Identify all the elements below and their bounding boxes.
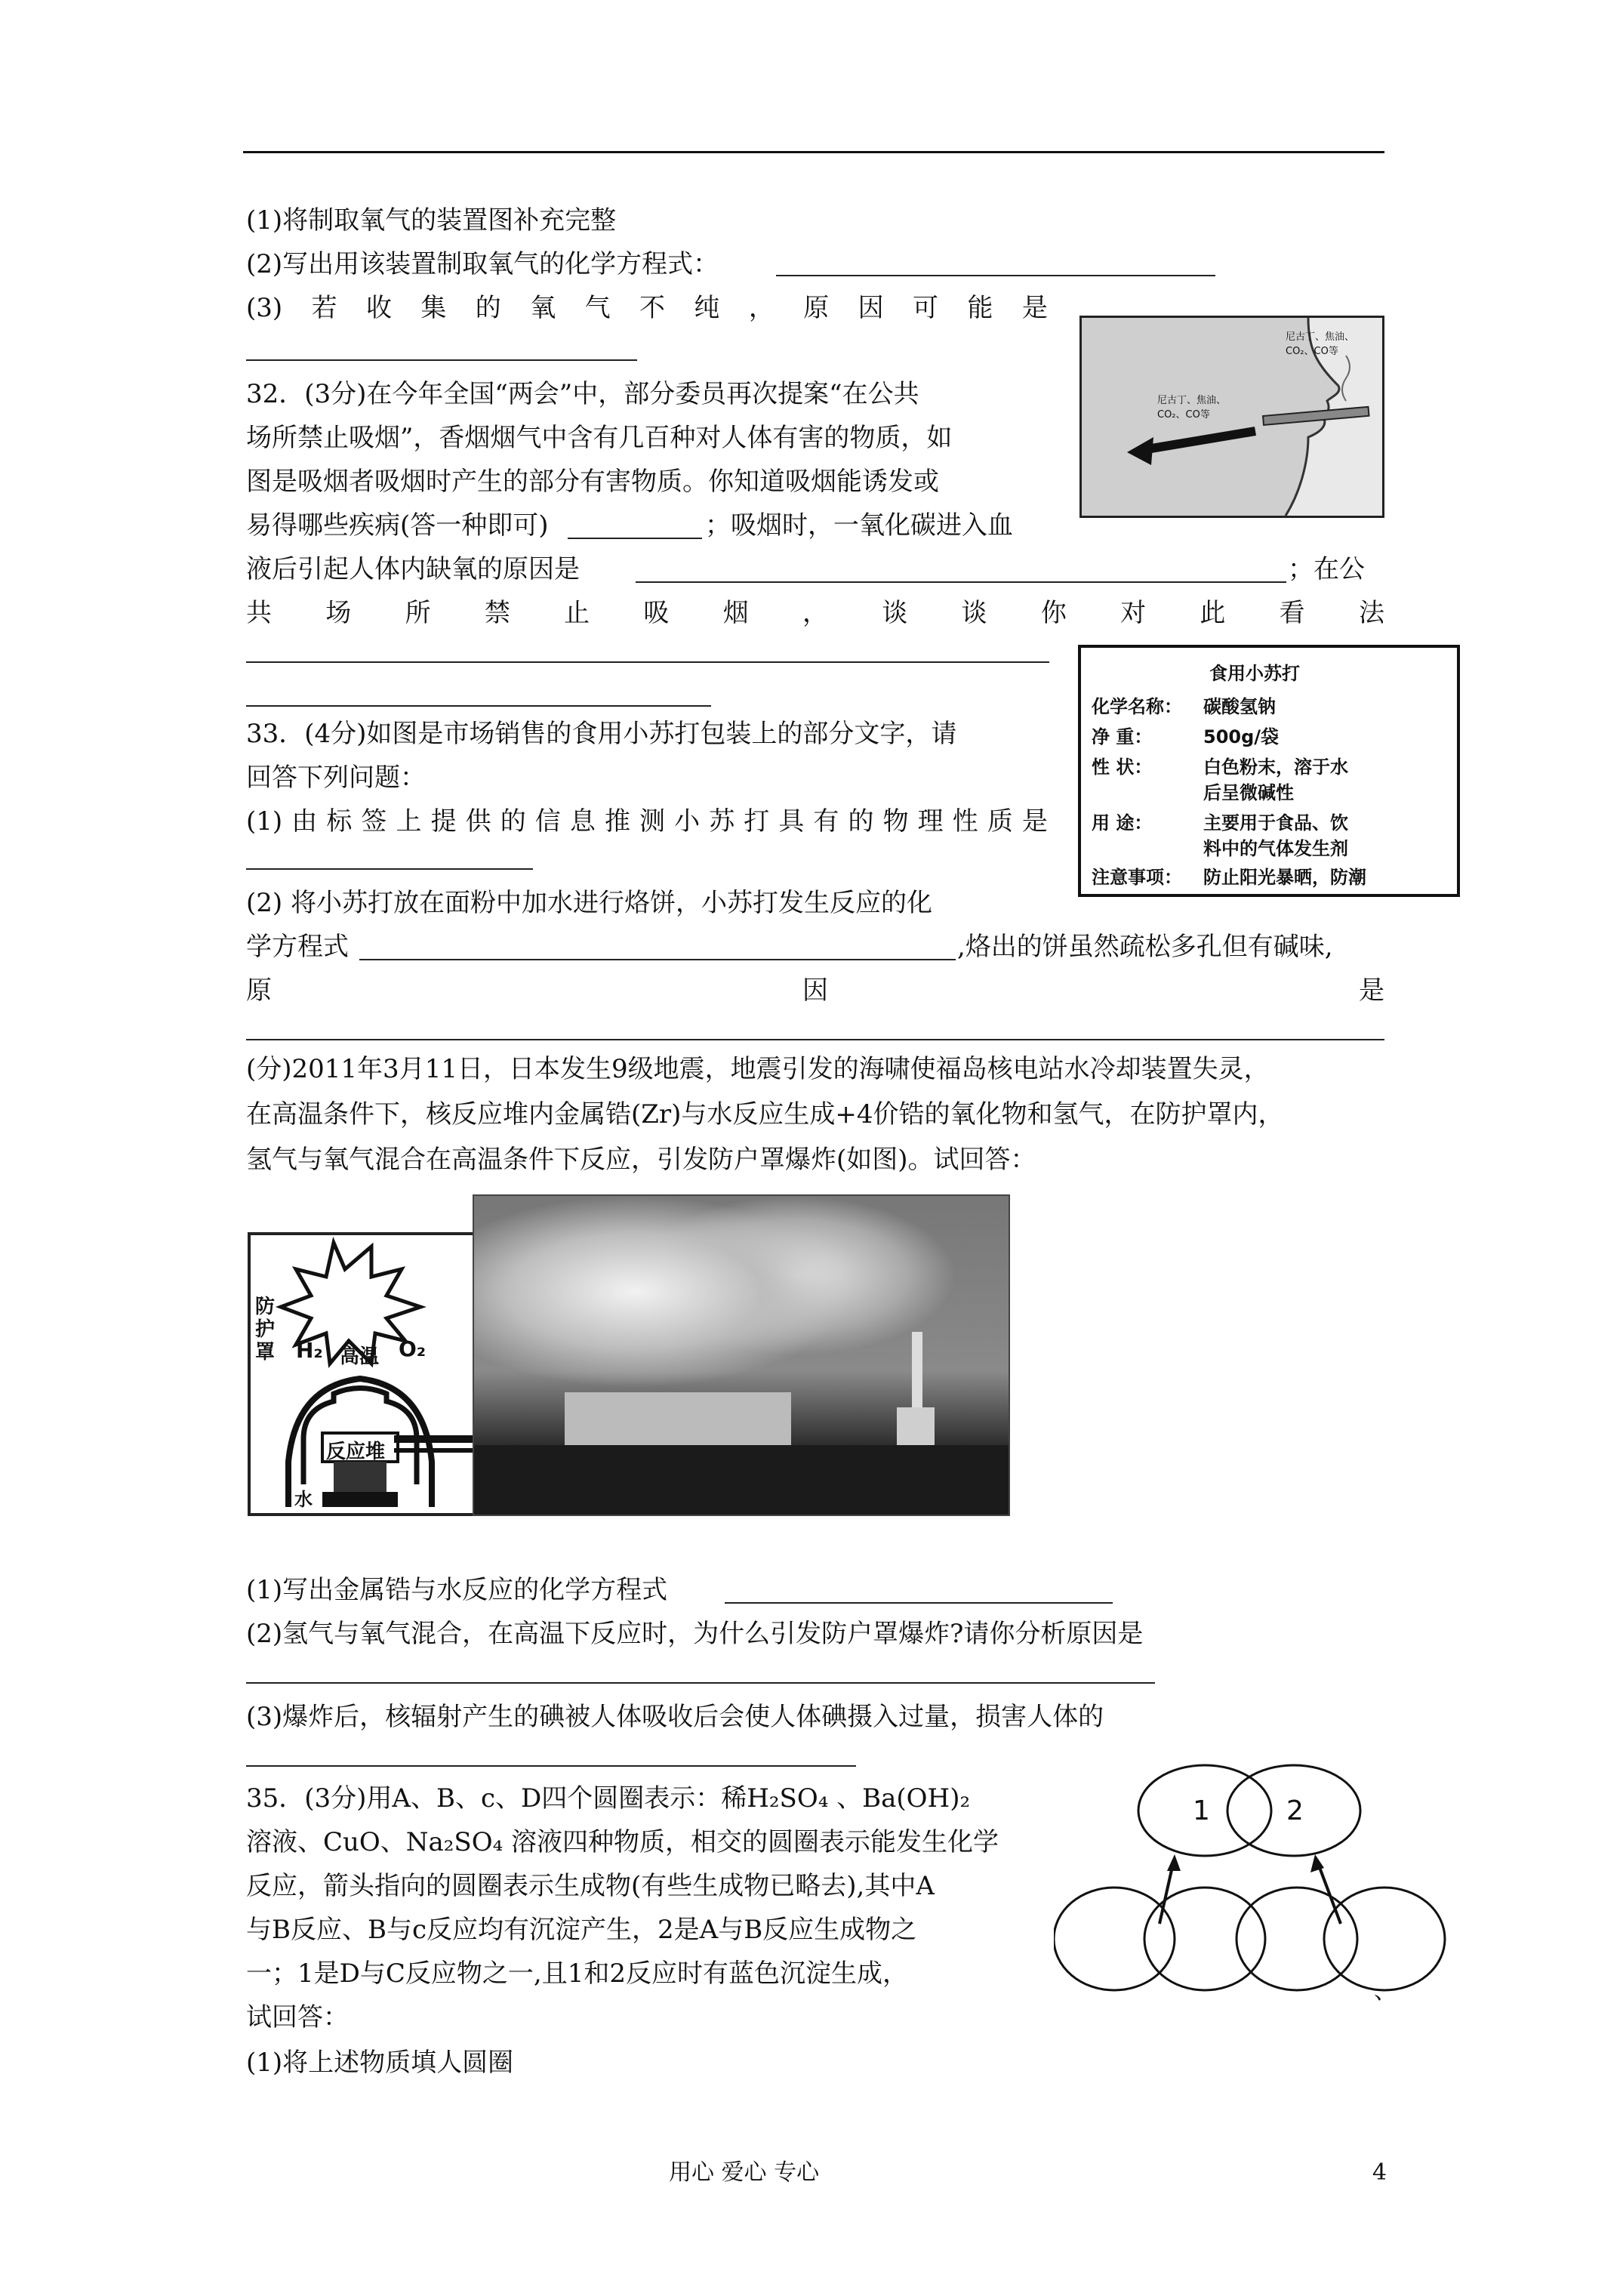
water-label: 水 [294, 1489, 313, 1510]
q35-line5: 一；1是D与C反应物之一,且1和2反应时有蓝色沉淀生成， [246, 1959, 908, 1989]
label-value: 后呈微碱性 [1203, 782, 1294, 803]
answer-blank[interactable] [568, 538, 702, 539]
spaced-char: 性 [952, 806, 978, 837]
spaced-char: 的 [500, 806, 526, 837]
arrow-to-2 [1318, 1863, 1341, 1924]
q32-line2: 场所禁止吸烟”，香烟烟气中含有几百种对人体有害的物质，如 [246, 423, 953, 453]
spaced-char: ， [802, 598, 828, 628]
q33-line3 [246, 805, 1048, 838]
answer-blank[interactable] [246, 868, 533, 870]
spaced-char: 上 [396, 806, 422, 837]
footer-motto: 用心 爱心 专心 [669, 2159, 820, 2186]
answer-blank[interactable] [359, 959, 956, 960]
spaced-char: 有 [813, 806, 839, 837]
spaced-char: 测 [639, 806, 666, 837]
q32-line3: 图是吸烟者吸烟时产生的部分有害物质。你知道吸烟能诱发或 [246, 467, 939, 497]
answer-blank[interactable] [636, 581, 1286, 583]
label-value: 主要用于食品、饮 [1203, 812, 1348, 834]
spaced-char: 不 [639, 293, 666, 323]
spaced-char: 的 [848, 806, 874, 837]
q32-line1: 32．(3分)在今年全国“两会”中，部分委员再次提案“在公共 [246, 379, 919, 409]
spaced-char: 的 [475, 293, 501, 323]
spaced-char: 是 [1021, 293, 1048, 323]
spaced-char: 谈 [961, 598, 987, 628]
arrow-to-1 [1160, 1863, 1173, 1924]
circle-1-label: 1 [1193, 1795, 1210, 1826]
q33-line5b: ,烙出的饼虽然疏松多孔但有碱味, [957, 932, 1333, 962]
spaced-char: 你 [1040, 598, 1067, 628]
spaced-char: 若 [311, 293, 337, 323]
spaced-char: 吸 [643, 598, 670, 628]
plant-silhouette [474, 1196, 1009, 1515]
spaced-char: (3) [246, 293, 283, 323]
label-value: 白色粉末，溶于水 [1203, 757, 1348, 778]
page-number: 4 [1372, 2159, 1387, 2186]
spaced-char: 看 [1279, 598, 1305, 628]
q32-line6 [246, 596, 1384, 630]
q33-line2: 回答下列问题： [246, 763, 426, 793]
answer-blank[interactable] [246, 1765, 856, 1767]
spaced-char: 是 [1359, 975, 1384, 1006]
circle-b[interactable] [1144, 1888, 1265, 1990]
spaced-char: 因 [802, 975, 828, 1006]
label-value: 碳酸氢钠 [1203, 696, 1276, 717]
spaced-char: 所 [405, 598, 431, 628]
answer-blank[interactable] [246, 1682, 1155, 1684]
answer-blank[interactable] [776, 275, 1215, 276]
spaced-char: 签 [361, 806, 387, 837]
q32-line5a: 液后引起人体内缺氧的原因是 [246, 554, 580, 584]
spaced-char: 物 [882, 806, 909, 837]
spaced-char: 对 [1120, 598, 1147, 628]
spaced-char: 是 [1021, 806, 1048, 837]
answer-blank[interactable] [246, 661, 1049, 663]
q34-line1: (分)2011年3月11日，日本发生9级地震，地震引发的海啸使福岛核电站水冷却装置失灵， [246, 1054, 1270, 1084]
shield-label: 防护罩 [255, 1296, 276, 1364]
q35-line4: 与B反应、B与c反应均有沉淀产生，2是A与B反应生成物之 [246, 1915, 917, 1945]
spaced-char: 氧 [530, 293, 556, 323]
q32-line4a: 易得哪些疾病(答一种即可) [246, 510, 549, 541]
q35-line2: 溶液、CuO、Na₂SO₄ 溶液四种物质，相交的圆圈表示能发生化学 [246, 1827, 999, 1857]
spaced-char: ， [748, 293, 775, 323]
spaced-char: 禁 [484, 598, 510, 628]
spaced-char: 具 [778, 806, 805, 837]
q31-part3 [246, 291, 1048, 325]
answer-blank[interactable] [246, 705, 711, 707]
q32-line4b: ；吸烟时，一氧化碳进入血 [705, 510, 1013, 541]
arrow-head [1310, 1854, 1324, 1872]
spaced-char: 由 [291, 806, 318, 837]
q32-line5b: ；在公 [1288, 554, 1365, 584]
label-key: 性 状： [1092, 757, 1153, 778]
q31-part1: (1)将制取氧气的装置图补充完整 [246, 205, 617, 236]
spaced-char: 共 [246, 598, 272, 628]
arrow-head [1167, 1854, 1181, 1871]
q31-part2: (2)写出用该装置制取氧气的化学方程式： [246, 249, 719, 279]
q33-line1: 33．(4分)如图是市场销售的食用小苏打包装上的部分文字，请 [246, 719, 957, 749]
q34-sub1: (1)写出金属锆与水反应的化学方程式 [246, 1575, 668, 1605]
o2-label: O₂ [399, 1336, 427, 1361]
spaced-char: 打 [744, 806, 770, 837]
spaced-char: 场 [325, 598, 352, 628]
spaced-char: (1) [246, 806, 283, 837]
label-key: 注意事项： [1092, 867, 1182, 888]
circle-2-label: 2 [1286, 1795, 1304, 1826]
q34-sub3: (3)爆炸后，核辐射产生的碘被人体吸收后会使人体碘摄入过量，损害人体的 [246, 1702, 1104, 1732]
label-value: 防止阳光暴晒，防潮 [1203, 867, 1366, 888]
fig-label-top: 尼古丁、焦油、CO₂、CO等 [1286, 331, 1355, 357]
smoking-figure [1079, 316, 1384, 518]
spaced-char: 原 [246, 975, 272, 1006]
spaced-char: 集 [420, 293, 447, 323]
q35-line3: 反应，箭头指向的圆圈表示生成物(有些生成物已略去),其中A [246, 1871, 935, 1901]
label-title: 食用小苏打 [1209, 663, 1300, 684]
answer-blank[interactable] [246, 359, 637, 361]
q35-line1: 35．(3分)用A、B、c、D四个圆圈表示：稀H₂SO₄ 、Ba(OH)₂ [246, 1783, 971, 1814]
spaced-char: 提 [430, 806, 457, 837]
h2-label: H₂ [296, 1338, 323, 1363]
q34-sub2: (2)氢气与氧气混合，在高温下反应时，为什么引发防户罩爆炸?请你分析原因是 [246, 1619, 1144, 1649]
spaced-char: 谈 [882, 598, 908, 628]
spaced-char: 苏 [709, 806, 735, 837]
spaced-char: 因 [858, 293, 884, 323]
spaced-char: 小 [674, 806, 701, 837]
spaced-char: 推 [604, 806, 630, 837]
circle-c[interactable] [1236, 1888, 1357, 1990]
header-rule [243, 151, 1384, 153]
spaced-char: 纯 [694, 293, 720, 323]
label-key: 用 途： [1092, 812, 1153, 834]
label-value: 500g/袋 [1203, 726, 1280, 747]
q33-line5a: 学方程式 [246, 932, 349, 962]
spaced-char: 气 [584, 293, 611, 323]
spaced-char: 质 [987, 806, 1013, 837]
spaced-char: 止 [564, 598, 590, 628]
temperature-label: 高温 [340, 1345, 380, 1368]
spaced-char: 收 [365, 293, 392, 323]
q33-line6 [246, 974, 1384, 1007]
q33-line4: (2) 将小苏打放在面粉中加水进行烙饼，小苏打发生反应的化 [246, 888, 932, 918]
spaced-char: 信 [534, 806, 561, 837]
q34-line3: 氢气与氧气混合在高温条件下反应，引发防户罩爆炸(如图)。试回答： [246, 1145, 1036, 1175]
fig-label-left: 尼古丁、焦油、CO₂、CO等 [1157, 395, 1227, 421]
label-value: 料中的气体发生剂 [1203, 838, 1348, 859]
spaced-char: 息 [569, 806, 596, 837]
q34-line2: 在高温条件下，核反应堆内金属锆(Zr)与水反应生成+4价锆的氧化物和氢气，在防护罩内， [246, 1099, 1284, 1130]
spaced-char: 此 [1200, 598, 1226, 628]
answer-blank[interactable] [246, 1039, 1384, 1040]
spaced-char: 供 [465, 806, 491, 837]
explosion-photo [473, 1194, 1010, 1516]
spaced-char: 能 [967, 293, 993, 323]
answer-blank[interactable] [725, 1602, 1113, 1604]
spaced-char: 可 [913, 293, 939, 323]
q35-line7: (1)将上述物质填人圆圈 [246, 2048, 514, 2078]
circle-a[interactable] [1054, 1888, 1175, 1990]
spaced-char: 烟 [722, 598, 749, 628]
stray-mark: 、 [1374, 1978, 1397, 2005]
spaced-char: 理 [917, 806, 944, 837]
spaced-char: 原 [803, 293, 830, 323]
reactor-label: 反应堆 [326, 1441, 386, 1463]
label-key: 净 重： [1092, 726, 1153, 747]
spaced-char: 法 [1358, 598, 1384, 628]
reactor-illustration [251, 1235, 473, 1513]
reactor-diagram [248, 1232, 476, 1516]
baking-soda-label [1078, 645, 1460, 897]
circle-diagram [1054, 1750, 1446, 1999]
label-key: 化学名称： [1092, 696, 1182, 717]
spaced-char: 标 [326, 806, 353, 837]
q35-line6: 试回答： [246, 2002, 349, 2032]
